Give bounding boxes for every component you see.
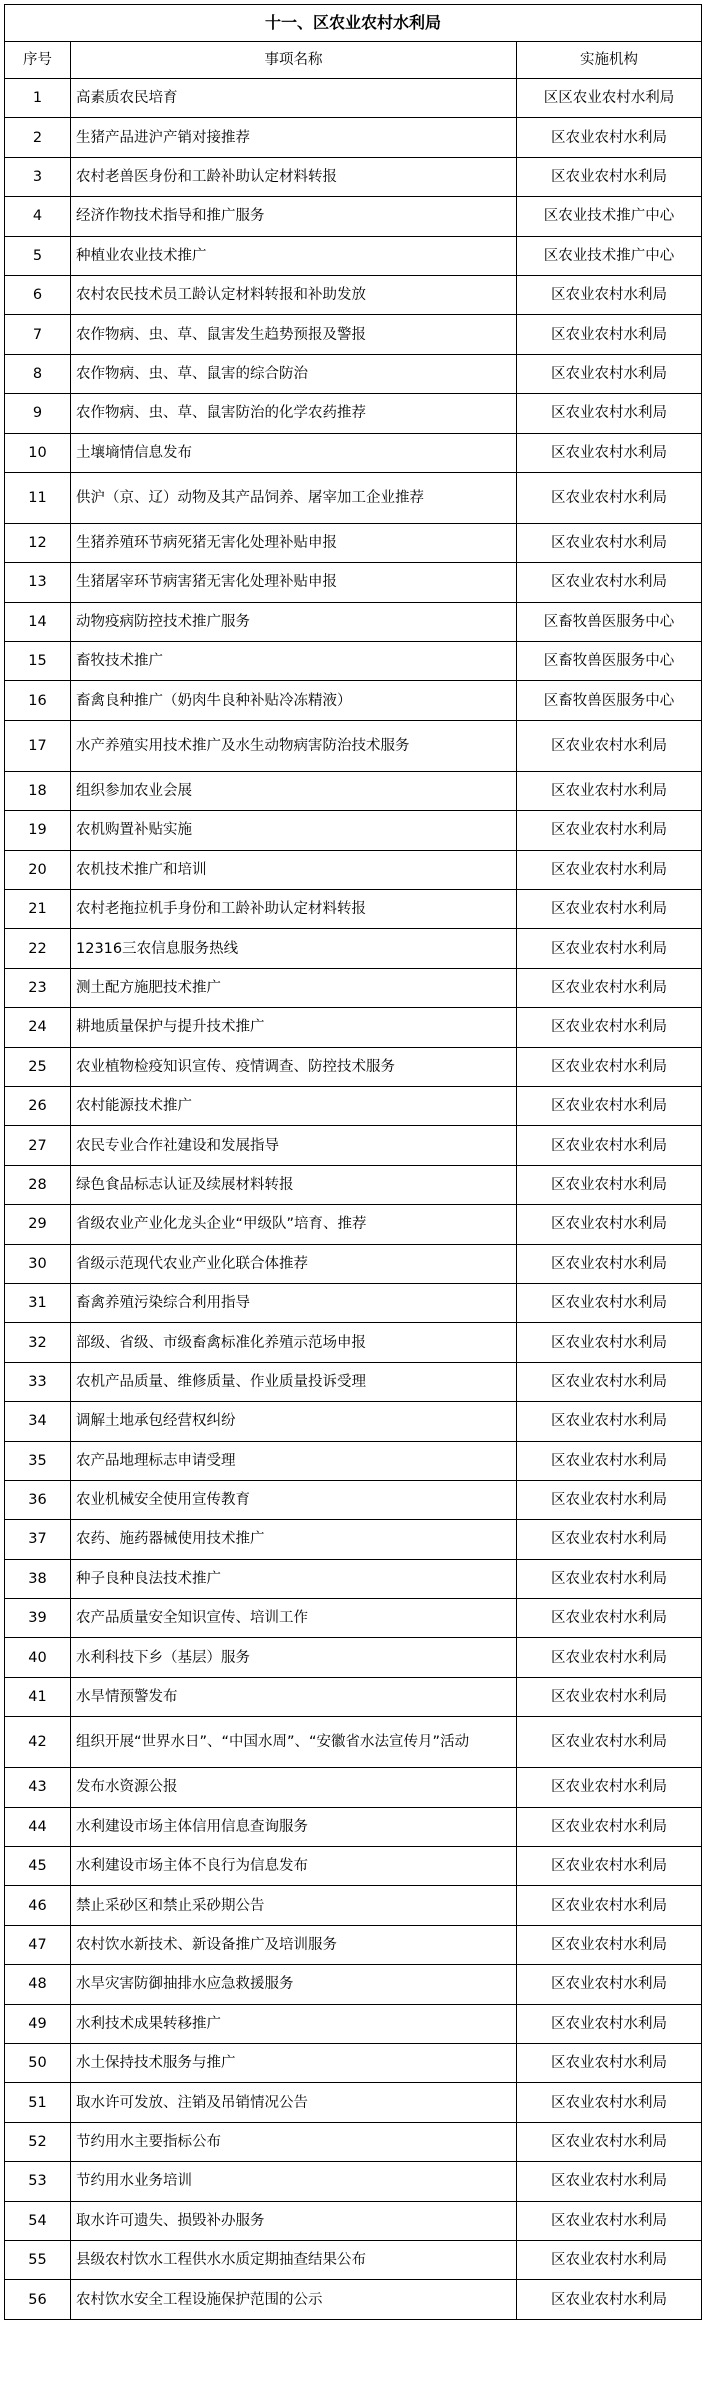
row-item-name: 农产品质量安全知识宣传、培训工作 — [71, 1599, 517, 1638]
row-number: 54 — [5, 2201, 71, 2240]
row-item-name: 高素质农民培育 — [71, 79, 517, 118]
row-number: 51 — [5, 2083, 71, 2122]
row-agency: 区农业农村水利局 — [517, 315, 702, 354]
table-row — [5, 197, 702, 236]
row-item-name: 农业机械安全使用宣传教育 — [71, 1480, 517, 1519]
row-agency: 区农业农村水利局 — [517, 2043, 702, 2082]
row-number: 38 — [5, 1559, 71, 1598]
row-number: 32 — [5, 1323, 71, 1362]
row-number: 37 — [5, 1520, 71, 1559]
row-agency: 区农业农村水利局 — [517, 523, 702, 562]
row-item-name: 水利技术成果转移推广 — [71, 2004, 517, 2043]
row-agency: 区农业农村水利局 — [517, 1047, 702, 1086]
row-number: 28 — [5, 1165, 71, 1204]
table-row — [5, 2122, 702, 2161]
row-number: 10 — [5, 433, 71, 472]
row-number: 13 — [5, 563, 71, 602]
row-item-name: 节约用水主要指标公布 — [71, 2122, 517, 2161]
row-number: 3 — [5, 157, 71, 196]
table-row — [5, 1480, 702, 1519]
table-row — [5, 968, 702, 1007]
row-item-name: 畜牧技术推广 — [71, 642, 517, 681]
row-agency: 区畜牧兽医服务中心 — [517, 681, 702, 720]
row-item-name: 调解土地承包经营权纠纷 — [71, 1402, 517, 1441]
row-item-name: 种植业农业技术推广 — [71, 236, 517, 275]
row-number: 17 — [5, 720, 71, 771]
row-number: 49 — [5, 2004, 71, 2043]
row-number: 30 — [5, 1244, 71, 1283]
row-number: 2 — [5, 118, 71, 157]
row-agency: 区农业农村水利局 — [517, 2122, 702, 2161]
row-item-name: 农作物病、虫、草、鼠害发生趋势预报及警报 — [71, 315, 517, 354]
row-number: 40 — [5, 1638, 71, 1677]
row-item-name: 生猪屠宰环节病害猪无害化处理补贴申报 — [71, 563, 517, 602]
row-agency: 区农业农村水利局 — [517, 890, 702, 929]
row-number: 34 — [5, 1402, 71, 1441]
row-agency: 区农业农村水利局 — [517, 1559, 702, 1598]
row-number: 16 — [5, 681, 71, 720]
row-item-name: 农村饮水安全工程设施保护范围的公示 — [71, 2280, 517, 2319]
row-item-name: 组织开展“世界水日”、“中国水周”、“安徽省水法宣传月”活动 — [71, 1717, 517, 1768]
row-number: 55 — [5, 2240, 71, 2279]
row-number: 45 — [5, 1847, 71, 1886]
table-row — [5, 890, 702, 929]
header-agency: 实施机构 — [517, 42, 702, 79]
table-row — [5, 1047, 702, 1086]
row-agency: 区农业农村水利局 — [517, 1847, 702, 1886]
row-agency: 区农业农村水利局 — [517, 1768, 702, 1807]
row-item-name: 农产品地理标志申请受理 — [71, 1441, 517, 1480]
row-number: 29 — [5, 1205, 71, 1244]
row-item-name: 动物疫病防控技术推广服务 — [71, 602, 517, 641]
row-number: 5 — [5, 236, 71, 275]
row-agency: 区农业农村水利局 — [517, 1677, 702, 1716]
row-item-name: 节约用水业务培训 — [71, 2162, 517, 2201]
row-item-name: 生猪产品进沪产销对接推荐 — [71, 118, 517, 157]
row-number: 46 — [5, 1886, 71, 1925]
table-row — [5, 1717, 702, 1768]
row-item-name: 经济作物技术指导和推广服务 — [71, 197, 517, 236]
table-row — [5, 1126, 702, 1165]
row-item-name: 水旱灾害防御抽排水应急救援服务 — [71, 1965, 517, 2004]
row-number: 25 — [5, 1047, 71, 1086]
row-item-name: 生猪养殖环节病死猪无害化处理补贴申报 — [71, 523, 517, 562]
row-number: 23 — [5, 968, 71, 1007]
row-item-name: 农作物病、虫、草、鼠害的综合防治 — [71, 354, 517, 393]
table-row — [5, 929, 702, 968]
row-agency: 区农业农村水利局 — [517, 929, 702, 968]
table-row — [5, 642, 702, 681]
row-number: 15 — [5, 642, 71, 681]
table-row — [5, 563, 702, 602]
row-agency: 区农业农村水利局 — [517, 1599, 702, 1638]
table-row — [5, 1925, 702, 1964]
row-number: 26 — [5, 1086, 71, 1125]
row-agency: 区农业农村水利局 — [517, 1925, 702, 1964]
row-item-name: 农村能源技术推广 — [71, 1086, 517, 1125]
row-agency: 区农业农村水利局 — [517, 1008, 702, 1047]
row-number: 8 — [5, 354, 71, 393]
row-number: 53 — [5, 2162, 71, 2201]
row-item-name: 土壤墒情信息发布 — [71, 433, 517, 472]
row-number: 50 — [5, 2043, 71, 2082]
row-agency: 区农业农村水利局 — [517, 1965, 702, 2004]
row-item-name: 农机技术推广和培训 — [71, 850, 517, 889]
row-item-name: 供沪（京、辽）动物及其产品饲养、屠宰加工企业推荐 — [71, 472, 517, 523]
header-number: 序号 — [5, 42, 71, 79]
row-agency: 区农业农村水利局 — [517, 563, 702, 602]
row-agency: 区农业农村水利局 — [517, 354, 702, 393]
table-row — [5, 2240, 702, 2279]
row-item-name: 省级示范现代农业产业化联合体推荐 — [71, 1244, 517, 1283]
row-item-name: 农村老拖拉机手身份和工龄补助认定材料转报 — [71, 890, 517, 929]
table-row — [5, 1638, 702, 1677]
row-number: 19 — [5, 811, 71, 850]
table-row — [5, 157, 702, 196]
row-agency: 区农业农村水利局 — [517, 157, 702, 196]
row-agency: 区农业农村水利局 — [517, 433, 702, 472]
row-number: 56 — [5, 2280, 71, 2319]
table-title-row — [5, 5, 702, 42]
row-agency: 区农业农村水利局 — [517, 2083, 702, 2122]
row-item-name: 农药、施药器械使用技术推广 — [71, 1520, 517, 1559]
table-row — [5, 2280, 702, 2319]
row-number: 9 — [5, 394, 71, 433]
table-row — [5, 1086, 702, 1125]
table-row — [5, 771, 702, 810]
row-item-name: 农村老兽医身份和工龄补助认定材料转报 — [71, 157, 517, 196]
row-number: 14 — [5, 602, 71, 641]
row-agency: 区农业农村水利局 — [517, 1244, 702, 1283]
table-row — [5, 681, 702, 720]
row-agency: 区农业农村水利局 — [517, 1402, 702, 1441]
table-row — [5, 2043, 702, 2082]
table-row — [5, 1807, 702, 1846]
row-item-name: 农村饮水新技术、新设备推广及培训服务 — [71, 1925, 517, 1964]
table-row — [5, 1165, 702, 1204]
table-header-row — [5, 42, 702, 79]
table-row — [5, 523, 702, 562]
row-agency: 区农业农村水利局 — [517, 394, 702, 433]
row-agency: 区农业农村水利局 — [517, 1086, 702, 1125]
row-agency: 区农业农村水利局 — [517, 1165, 702, 1204]
services-table — [4, 4, 702, 2320]
table-row — [5, 1520, 702, 1559]
row-agency: 区农业农村水利局 — [517, 2201, 702, 2240]
row-agency: 区农业农村水利局 — [517, 1480, 702, 1519]
table-row — [5, 2162, 702, 2201]
row-item-name: 水土保持技术服务与推广 — [71, 2043, 517, 2082]
table-row — [5, 1847, 702, 1886]
row-number: 21 — [5, 890, 71, 929]
table-row — [5, 433, 702, 472]
row-number: 33 — [5, 1362, 71, 1401]
row-agency: 区农业农村水利局 — [517, 771, 702, 810]
row-agency: 区农业农村水利局 — [517, 1362, 702, 1401]
table-row — [5, 354, 702, 393]
row-item-name: 农机产品质量、维修质量、作业质量投诉受理 — [71, 1362, 517, 1401]
row-item-name: 水利建设市场主体不良行为信息发布 — [71, 1847, 517, 1886]
row-number: 35 — [5, 1441, 71, 1480]
table-row — [5, 118, 702, 157]
table-row — [5, 315, 702, 354]
row-item-name: 发布水资源公报 — [71, 1768, 517, 1807]
header-item-name: 事项名称 — [71, 42, 517, 79]
row-number: 27 — [5, 1126, 71, 1165]
row-item-name: 水利建设市场主体信用信息查询服务 — [71, 1807, 517, 1846]
row-agency: 区农业农村水利局 — [517, 2004, 702, 2043]
row-number: 22 — [5, 929, 71, 968]
table-row — [5, 2201, 702, 2240]
row-agency: 区农业农村水利局 — [517, 1807, 702, 1846]
row-agency: 区农业农村水利局 — [517, 472, 702, 523]
row-item-name: 畜禽养殖污染综合利用指导 — [71, 1283, 517, 1322]
table-row — [5, 1441, 702, 1480]
row-agency: 区农业农村水利局 — [517, 2280, 702, 2319]
row-number: 52 — [5, 2122, 71, 2161]
table-row — [5, 1362, 702, 1401]
row-number: 36 — [5, 1480, 71, 1519]
row-item-name: 12316三农信息服务热线 — [71, 929, 517, 968]
table-row — [5, 1886, 702, 1925]
row-agency: 区农业农村水利局 — [517, 1126, 702, 1165]
row-item-name: 绿色食品标志认证及续展材料转报 — [71, 1165, 517, 1204]
row-agency: 区畜牧兽医服务中心 — [517, 602, 702, 641]
row-number: 7 — [5, 315, 71, 354]
row-item-name: 农作物病、虫、草、鼠害防治的化学农药推荐 — [71, 394, 517, 433]
table-row — [5, 811, 702, 850]
row-number: 6 — [5, 275, 71, 314]
row-agency: 区农业农村水利局 — [517, 2162, 702, 2201]
table-row — [5, 1283, 702, 1322]
row-item-name: 农机购置补贴实施 — [71, 811, 517, 850]
row-item-name: 农业植物检疫知识宣传、疫情调查、防控技术服务 — [71, 1047, 517, 1086]
row-agency: 区农业农村水利局 — [517, 1520, 702, 1559]
row-item-name: 取水许可遗失、损毁补办服务 — [71, 2201, 517, 2240]
row-agency: 区农业农村水利局 — [517, 2240, 702, 2279]
row-item-name: 水产养殖实用技术推广及水生动物病害防治技术服务 — [71, 720, 517, 771]
row-agency: 区区农业农村水利局 — [517, 79, 702, 118]
row-agency: 区农业农村水利局 — [517, 1638, 702, 1677]
table-row — [5, 394, 702, 433]
row-number: 12 — [5, 523, 71, 562]
table-row — [5, 275, 702, 314]
table-row — [5, 602, 702, 641]
row-number: 18 — [5, 771, 71, 810]
row-item-name: 农村农民技术员工龄认定材料转报和补助发放 — [71, 275, 517, 314]
row-agency: 区农业农村水利局 — [517, 968, 702, 1007]
row-agency: 区农业农村水利局 — [517, 1441, 702, 1480]
table-row — [5, 472, 702, 523]
row-item-name: 部级、省级、市级畜禽标准化养殖示范场申报 — [71, 1323, 517, 1362]
row-agency: 区农业农村水利局 — [517, 1886, 702, 1925]
table-row — [5, 1768, 702, 1807]
table-title: 十一、区农业农村水利局 — [5, 5, 702, 42]
row-agency: 区农业农村水利局 — [517, 850, 702, 889]
row-item-name: 组织参加农业会展 — [71, 771, 517, 810]
row-agency: 区农业农村水利局 — [517, 1205, 702, 1244]
table-row — [5, 1559, 702, 1598]
table-row — [5, 2004, 702, 2043]
row-number: 42 — [5, 1717, 71, 1768]
row-item-name: 耕地质量保护与提升技术推广 — [71, 1008, 517, 1047]
row-number: 44 — [5, 1807, 71, 1846]
row-number: 24 — [5, 1008, 71, 1047]
row-number: 1 — [5, 79, 71, 118]
row-item-name: 水利科技下乡（基层）服务 — [71, 1638, 517, 1677]
row-agency: 区农业农村水利局 — [517, 1717, 702, 1768]
table-row — [5, 1965, 702, 2004]
row-agency: 区畜牧兽医服务中心 — [517, 642, 702, 681]
row-number: 20 — [5, 850, 71, 889]
row-item-name: 县级农村饮水工程供水水质定期抽查结果公布 — [71, 2240, 517, 2279]
table-row — [5, 1244, 702, 1283]
table-row — [5, 1677, 702, 1716]
row-item-name: 种子良种良法技术推广 — [71, 1559, 517, 1598]
row-item-name: 测土配方施肥技术推广 — [71, 968, 517, 1007]
row-item-name: 省级农业产业化龙头企业“甲级队”培育、推荐 — [71, 1205, 517, 1244]
row-agency: 区农业农村水利局 — [517, 720, 702, 771]
row-item-name: 禁止采砂区和禁止采砂期公告 — [71, 1886, 517, 1925]
row-agency: 区农业农村水利局 — [517, 118, 702, 157]
row-item-name: 农民专业合作社建设和发展指导 — [71, 1126, 517, 1165]
table-row — [5, 720, 702, 771]
row-number: 39 — [5, 1599, 71, 1638]
row-item-name: 畜禽良种推广（奶肉牛良种补贴冷冻精液） — [71, 681, 517, 720]
row-agency: 区农业农村水利局 — [517, 811, 702, 850]
row-item-name: 水旱情预警发布 — [71, 1677, 517, 1716]
table-row — [5, 2083, 702, 2122]
row-agency: 区农业农村水利局 — [517, 1323, 702, 1362]
row-number: 11 — [5, 472, 71, 523]
row-agency: 区农业农村水利局 — [517, 275, 702, 314]
table-row — [5, 850, 702, 889]
table-row — [5, 1205, 702, 1244]
row-agency: 区农业技术推广中心 — [517, 236, 702, 275]
row-number: 41 — [5, 1677, 71, 1716]
row-number: 43 — [5, 1768, 71, 1807]
table-row — [5, 1008, 702, 1047]
table-row — [5, 1599, 702, 1638]
table-row — [5, 1323, 702, 1362]
row-number: 4 — [5, 197, 71, 236]
row-item-name: 取水许可发放、注销及吊销情况公告 — [71, 2083, 517, 2122]
table-row — [5, 79, 702, 118]
row-agency: 区农业技术推广中心 — [517, 197, 702, 236]
row-number: 47 — [5, 1925, 71, 1964]
row-number: 48 — [5, 1965, 71, 2004]
row-agency: 区农业农村水利局 — [517, 1283, 702, 1322]
row-number: 31 — [5, 1283, 71, 1322]
table-row — [5, 1402, 702, 1441]
table-row — [5, 236, 702, 275]
